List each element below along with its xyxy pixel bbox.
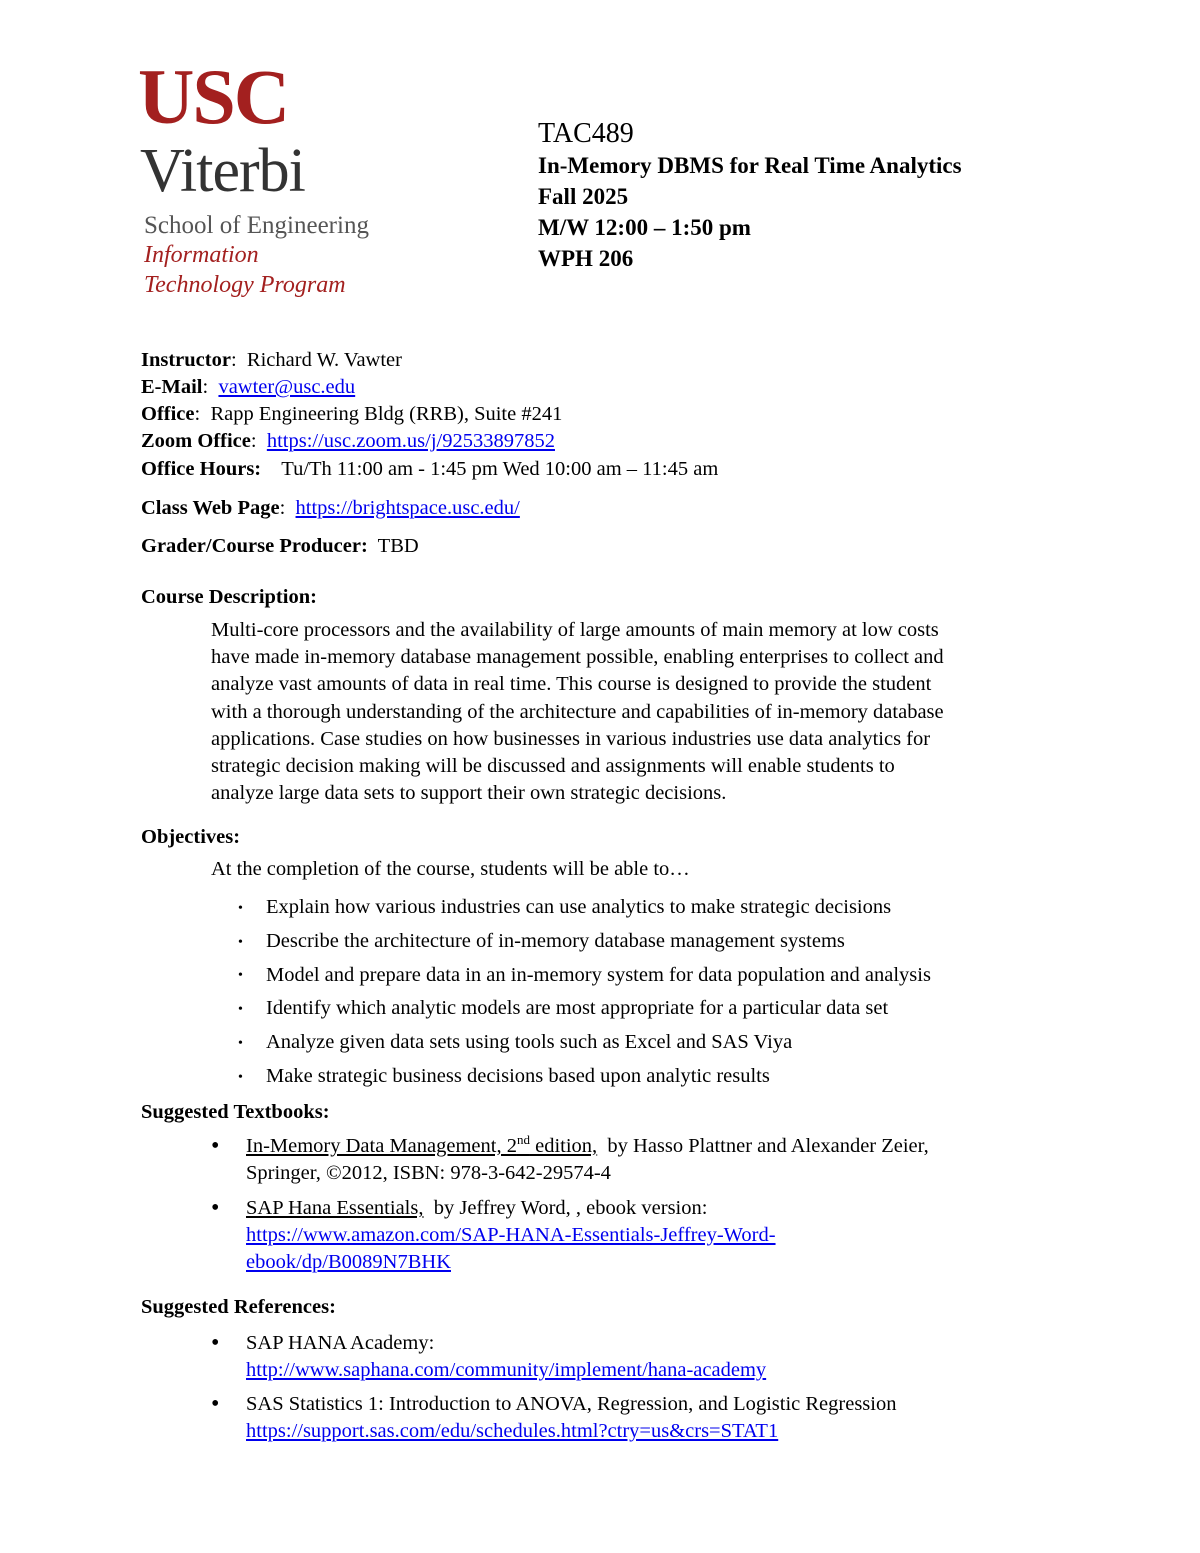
description-line: have made in-memory database management possible, enabling enterprises to collect and [211,646,944,669]
objectives-intro: At the completion of the course, students will be able to… [211,858,690,880]
bullet-icon: • [238,900,243,916]
description-line: strategic decision making will be discussed and assignments will enable students to [211,755,895,778]
amazon-link[interactable]: https://www.amazon.com/SAP-HANA-Essentials-Jeffrey-Word- [246,1224,776,1246]
description-line: analyze vast amounts of data in real time. This course is designed to provide the student [211,673,932,696]
reference-1-text: SAP HANA Academy: [246,1332,435,1354]
description-line: applications. Case studies on how businesses in various industries use data analytics for [211,727,931,750]
objective-text: Identify which analytic models are most appropriate for a particular data set [266,997,889,1020]
textbook-2 [246,1195,707,1222]
description-line: with a thorough understanding of the architecture and capabilities of in-memory database [211,700,944,723]
textbook-1-authors: by Hasso Plattner and Alexander Zeier, [597,1135,929,1157]
logo-program-line2: Technology Program [144,272,346,298]
office-row: Office: Rapp Engineering Bldg (RRB), Suite #241 [141,403,563,425]
office-hours-row [141,456,718,483]
bullet-icon: • [238,934,243,950]
instructor-label: Instructor [141,349,231,371]
objective-text: Analyze given data sets using tools such as Excel and SAS Viya [266,1031,793,1054]
list-item [238,1060,931,1094]
textbook-1-details: Springer, ©2012, ISBN: 978-3-642-29574-4 [246,1162,611,1184]
objectives-heading: Objectives: [141,826,241,848]
logo-program-line1: Information [144,242,259,268]
grader-label: Grader/Course Producer: [141,535,368,557]
textbook-2-link-line2 [246,1249,451,1276]
description-body [211,617,944,807]
list-item [238,891,931,925]
bullet-icon: • [211,1330,220,1356]
grader-row [141,533,419,560]
reference-2-text: SAS Statistics 1: Introduction to ANOVA, Regression, and Logistic Regression [246,1393,897,1415]
email-link[interactable]: vawter@usc.edu [218,376,356,398]
email-label: E-Mail [141,376,203,398]
objective-text: Explain how various industries can use analytics to make strategic decisions [266,896,892,918]
bullet-icon: • [211,1391,220,1417]
textbook-1-title: In-Memory Data Management, 2nd edition, [246,1132,598,1157]
usc-viterbi-logo [138,53,418,310]
email-row: E-Mail: vawter@usc.edu [141,376,356,398]
description-line: analyze large data sets to support their own strategic decisions. [211,782,727,805]
web-page-row: Class Web Page: https://brightspace.usc.edu/ [141,497,520,519]
objective-text: Describe the architecture of in-memory database management systems [266,929,845,952]
textbook-2-link-line1 [246,1222,776,1249]
textbook-2-title: SAP Hana Essentials, [246,1197,424,1219]
list-item [238,925,931,959]
sas-link[interactable]: https://support.sas.com/edu/schedules.html?ctry=us&crs=STAT1 [246,1420,779,1442]
reference-2-link-row [246,1418,778,1445]
description-heading: Course Description: [141,586,317,608]
web-page-label: Class Web Page [141,497,280,519]
course-term: Fall 2025 [538,184,629,209]
bullet-icon: • [211,1195,220,1221]
logo-viterbi: Viterbi [140,137,305,205]
course-schedule: M/W 12:00 – 1:50 pm [538,215,751,240]
instructor-row: Instructor: Richard W. Vawter [141,349,402,371]
instructor-value: Richard W. Vawter [246,349,402,371]
list-item [238,1026,931,1060]
amazon-link-cont[interactable]: ebook/dp/B0089N7BHK [246,1251,451,1273]
objective-text: Make strategic business decisions based upon analytic results [266,1064,770,1087]
list-item [238,992,931,1026]
office-hours-label: Office Hours: [141,458,262,480]
web-page-link[interactable]: https://brightspace.usc.edu/ [295,497,520,519]
course-title: In-Memory DBMS for Real Time Analytics [538,153,962,178]
office-value: Rapp Engineering Bldg (RRB), Suite #241 [210,403,563,425]
office-label: Office [141,403,195,425]
references-heading: Suggested References: [141,1296,336,1318]
zoom-label: Zoom Office [141,430,251,452]
course-code: TAC489 [538,118,634,149]
textbook-2-authors: by Jeffrey Word, , ebook version: [423,1197,708,1219]
reference-1-link-row [246,1357,766,1384]
list-item [238,959,931,993]
course-room: WPH 206 [538,246,634,271]
bullet-icon: • [238,1002,243,1018]
bullet-icon: • [238,1035,243,1051]
bullet-icon: • [238,1069,243,1085]
description-line: Multi-core processors and the availability of large amounts of main memory at low costs [211,619,939,641]
textbooks-heading: Suggested Textbooks: [141,1101,330,1123]
zoom-link[interactable]: https://usc.zoom.us/j/92533897852 [266,430,555,452]
saphana-link[interactable]: http://www.saphana.com/community/implement/hana-academy [246,1359,767,1381]
office-hours-value: Tu/Th 11:00 am - 1:45 pm Wed 10:00 am – 11:45 am [281,458,719,480]
textbook-1 [246,1133,929,1160]
course-header [538,118,962,274]
grader-value: TBD [377,535,419,557]
bullet-icon: • [211,1133,220,1159]
objective-text: Model and prepare data in an in-memory system for data population and analysis [266,963,931,986]
zoom-row: Zoom Office: https://usc.zoom.us/j/92533897852 [141,430,555,452]
logo-usc: USC [138,53,289,140]
bullet-icon: • [238,968,243,984]
logo-school: School of Engineering [144,212,369,239]
objectives-list [238,891,931,1094]
